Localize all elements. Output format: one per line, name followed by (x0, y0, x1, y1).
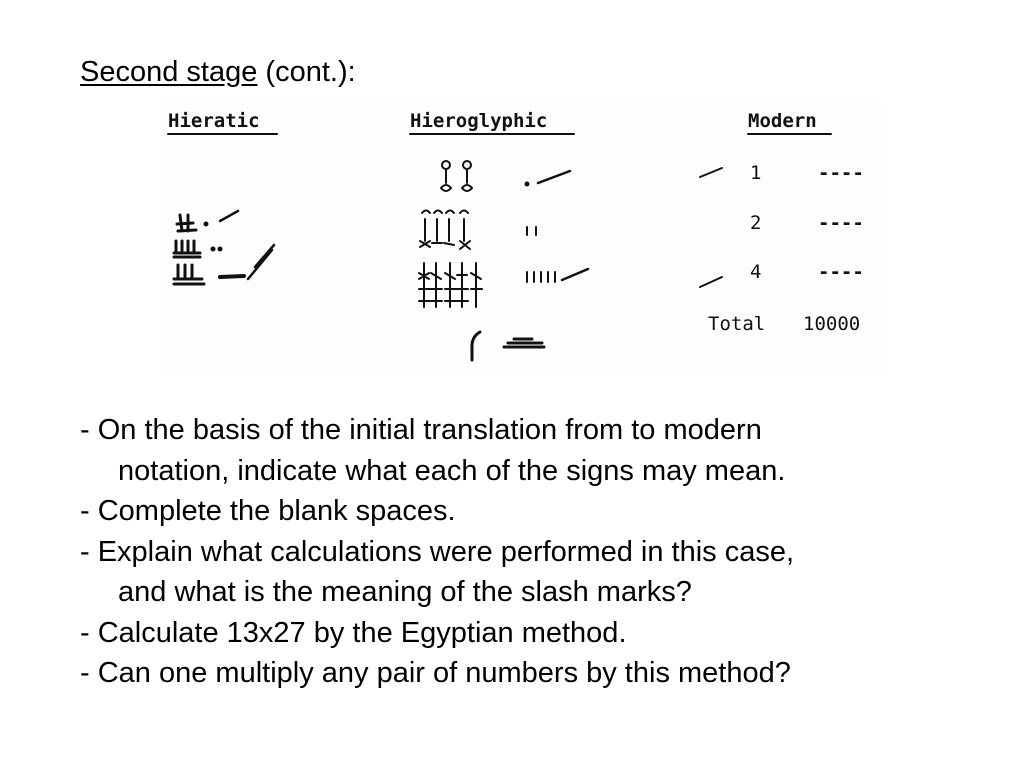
modern-row-3-number: 4 (750, 261, 762, 283)
question-5-line-1: - Can one multiply any pair of numbers by this method? (80, 657, 791, 689)
hieratic-signs-row-4 (174, 250, 272, 284)
question-item-5 (80, 653, 980, 694)
modern-row-3-blank: ---- (818, 261, 864, 283)
heading-rest-text: (cont.): (257, 56, 356, 88)
modern-total-value: 10000 (803, 313, 861, 335)
column-heading-modern: Modern (748, 110, 817, 132)
hieroglyph-row-2 (420, 211, 536, 250)
question-list (80, 410, 980, 694)
modern-row-1-number: 1 (750, 162, 762, 184)
question-1-line-2: notation, indicate what each of the signs may mean. (118, 454, 786, 487)
question-item-3 (80, 532, 980, 613)
modern-slash-row-1 (700, 168, 722, 177)
hieroglyph-total-signs (472, 332, 544, 360)
question-3-line-1: - Explain what calculations were performed in this case, (80, 535, 795, 568)
modern-total-label: Total (708, 313, 766, 335)
modern-slash-row-3 (700, 277, 722, 287)
modern-row-1-blank: ---- (818, 162, 864, 184)
modern-row-2-number: 2 (750, 212, 762, 234)
hieroglyph-row-1 (441, 161, 570, 191)
question-item-1 (80, 410, 980, 491)
question-1-line-1: - On the basis of the initial translation from to modern (80, 414, 762, 446)
hieroglyph-row-3 (419, 263, 588, 307)
column-heading-hieratic: Hieratic (168, 110, 260, 132)
question-3-line-2: and what is the meaning of the slash marks? (118, 576, 692, 608)
modern-row-2-blank: ---- (818, 212, 864, 234)
slide-heading (80, 52, 356, 92)
numeral-table-figure (160, 103, 885, 370)
numeral-table-svg (160, 103, 885, 370)
column-heading-hieroglyphic: Hieroglyphic (410, 110, 548, 132)
heading-underlined-text: Second stage (80, 56, 258, 88)
hieratic-signs-row-2 (177, 211, 238, 231)
hieratic-signs-row-3 (174, 241, 274, 267)
question-item-2 (80, 491, 980, 532)
question-item-4 (80, 613, 980, 654)
question-4-line-1: - Calculate 13x27 by the Egyptian method. (80, 616, 627, 649)
question-2-line-1: - Complete the blank spaces. (80, 495, 456, 527)
